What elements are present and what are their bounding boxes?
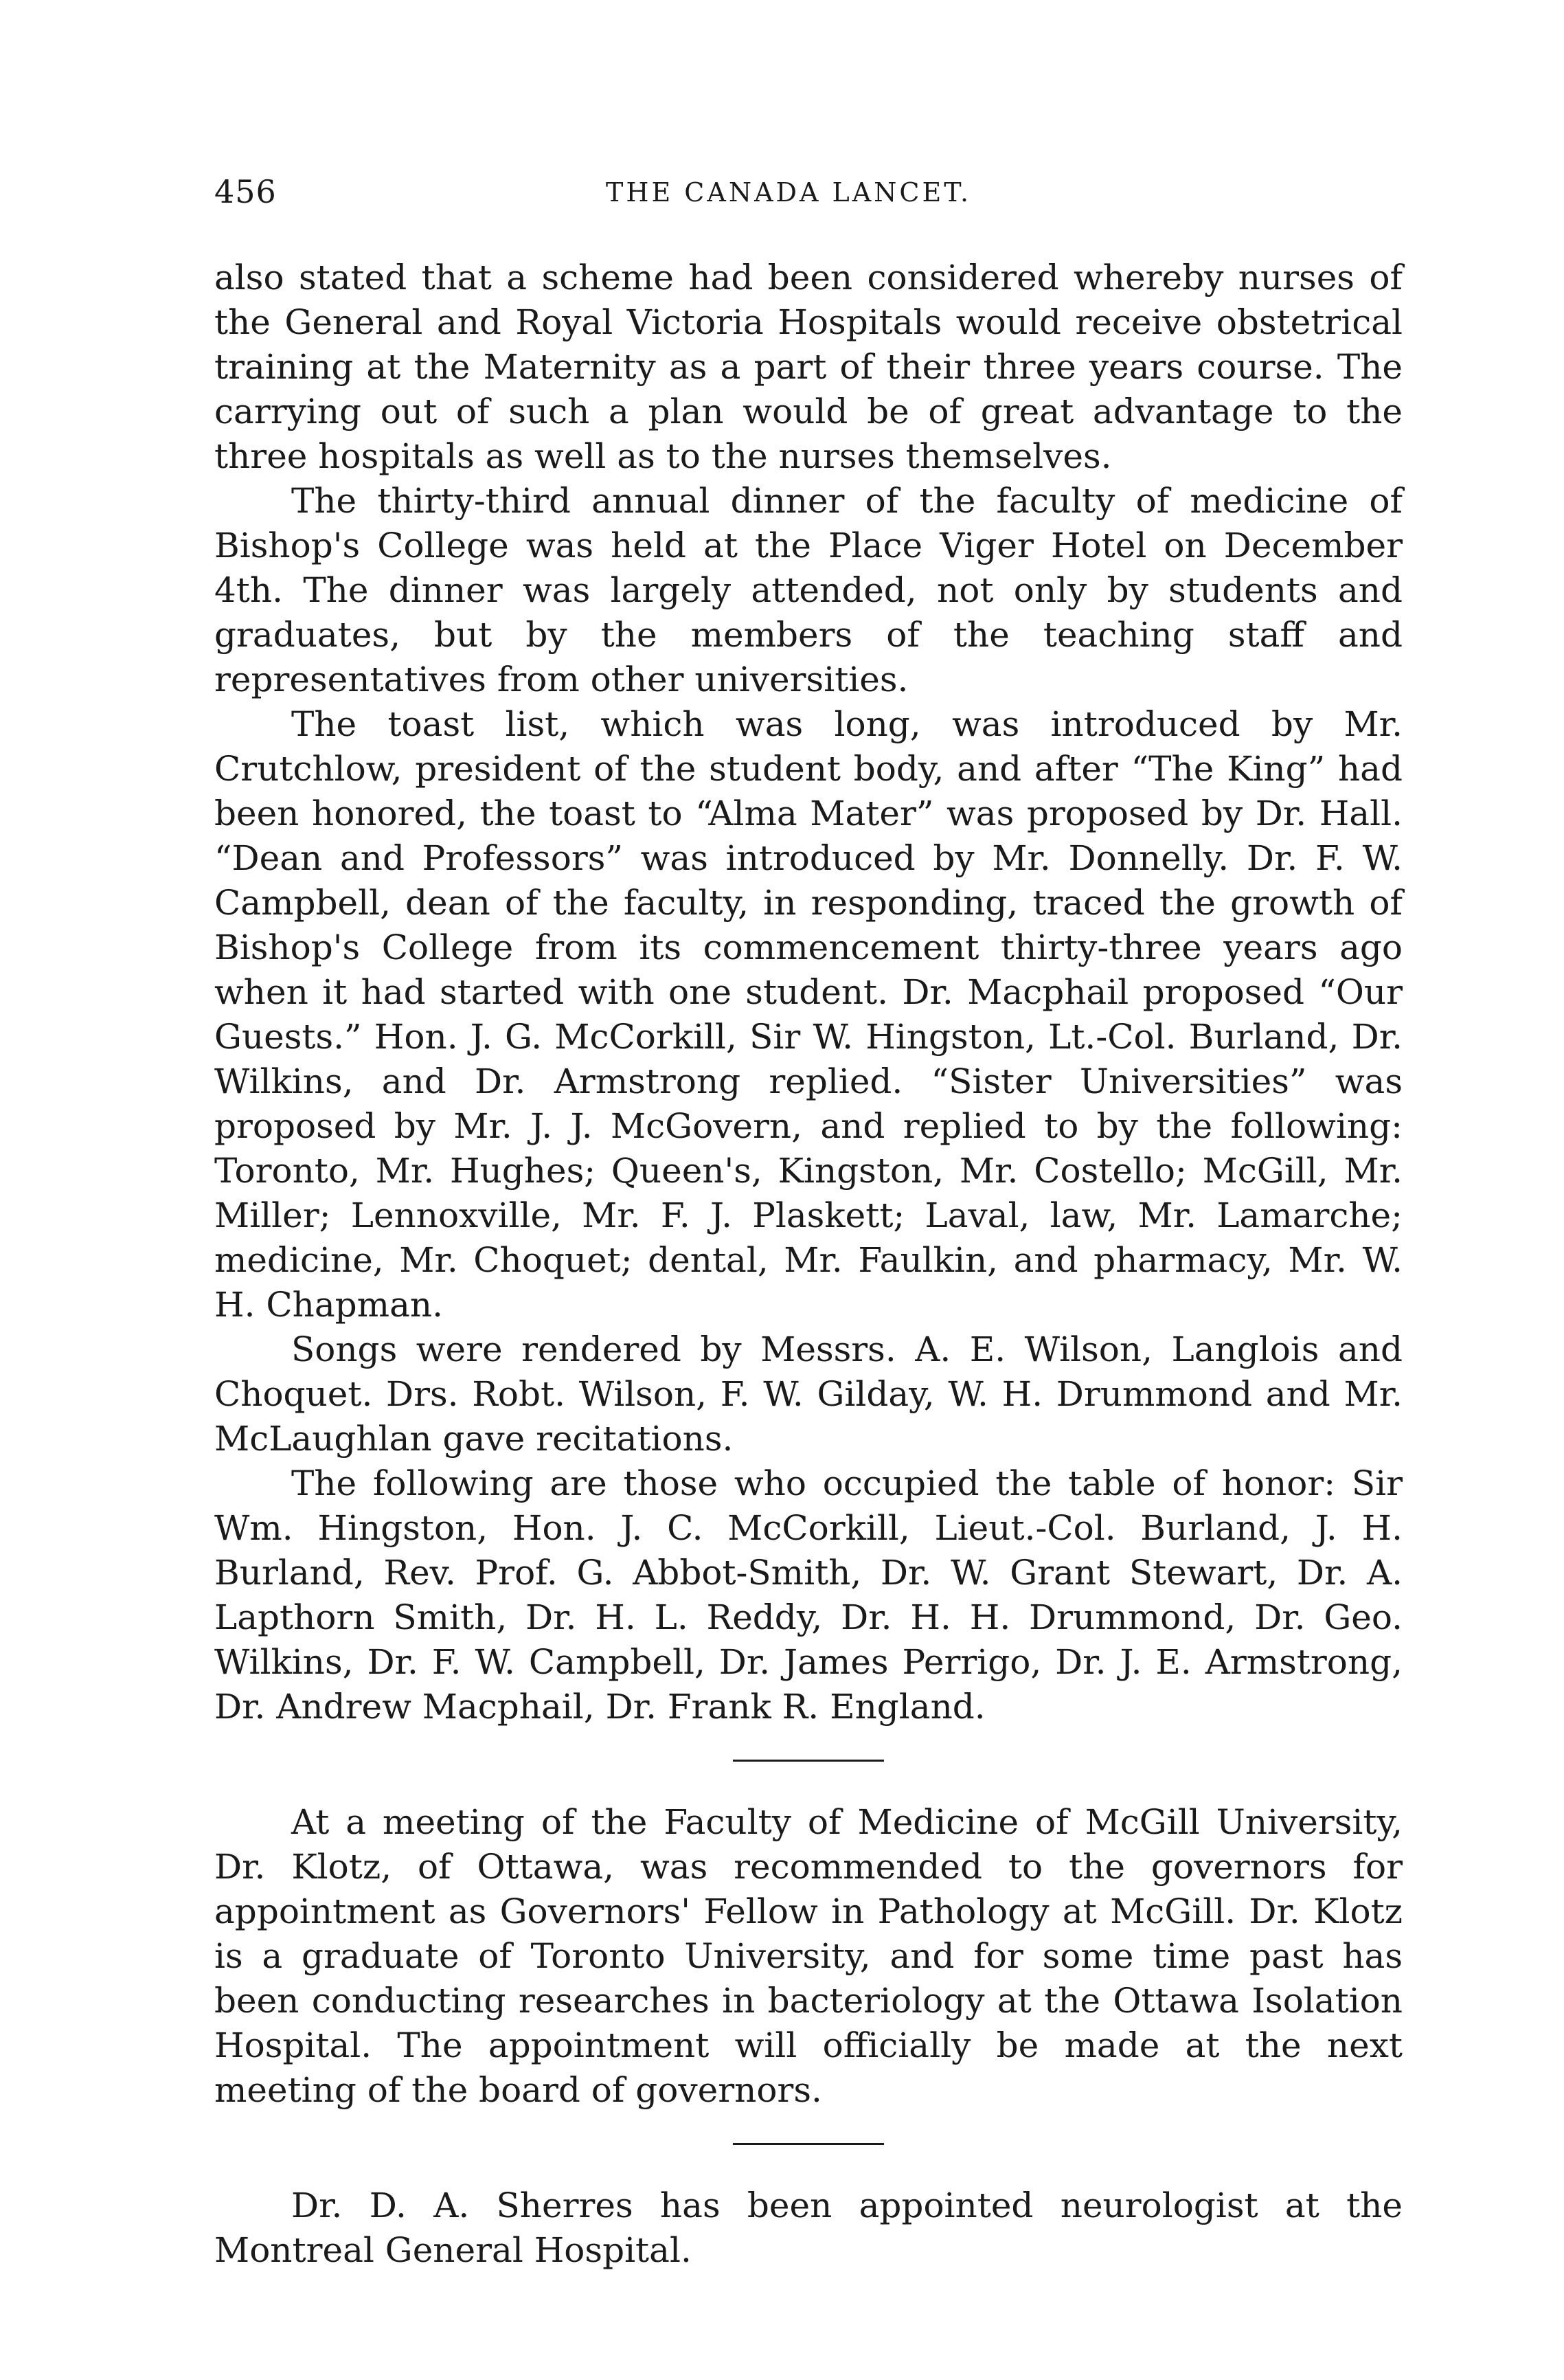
- running-title: THE CANADA LANCET.: [606, 177, 972, 207]
- paragraph-toast-list: The toast list, which was long, was introduced by Mr. Crutchlow, president of the student body, and after “The King” had been honored, the toast to “Alma Mater” was proposed by Dr. Hall. “Dean and Professors” was introduced by Mr. Donnelly. Dr. F. W. Campbell, dean of the faculty, in responding, traced the growth of Bishop's College from its commencement thirty-three years ago when it had started with one student. Dr. Macphail proposed “Our Guests.” Hon. J. G. McCorkill, Sir W. Hingston, Lt.-Col. Burland, Dr. Wilkins, and Dr. Armstrong replied. “Sister Universities” was proposed by Mr. J. J. McGovern, and replied to by the following: Toronto, Mr. Hughes; Queen's, Kingston, Mr. Costello; McGill, Mr. Miller; Lennoxville, Mr. F. J. Plaskett; Laval, law, Mr. Lamarche; medicine, Mr. Choquet; dental, Mr. Faulkin, and pharmacy, Mr. W. H. Chapman.: [214, 704, 1403, 1325]
- article-body: [214, 256, 1403, 2273]
- paragraph-songs-recitations: Songs were rendered by Messrs. A. E. Wilson, Langlois and Choquet. Drs. Robt. Wilson, F. W. Gilday, W. H. Drummond and Mr. McLaughlan gave recitations.: [214, 1329, 1403, 1459]
- paragraph-table-of-honor: The following are those who occupied the table of honor: Sir Wm. Hingston, Hon. J. C. McCorkill, Lieut.-Col. Burland, J. H. Burland, Rev. Prof. G. Abbot-Smith, Dr. W. Grant Stewart, Dr. A. Lapthorn Smith, Dr. H. L. Reddy, Dr. H. H. Drummond, Dr. Geo. Wilkins, Dr. F. W. Campbell, Dr. James Perrigo, Dr. J. E. Armstrong, Dr. Andrew Macphail, Dr. Frank R. England.: [214, 1463, 1403, 1727]
- paragraph-klotz-appointment: At a meeting of the Faculty of Medicine of McGill University, Dr. Klotz, of Ottawa, was recommended to the governors for appointment as Governors' Fellow in Pathology at McGill. Dr. Klotz is a graduate of Toronto University, and for some time past has been conducting researches in bacteriology at the Ottawa Isolation Hospital. The appointment will officially be made at the next meeting of the board of governors.: [214, 1802, 1403, 2110]
- paragraph-nurses-training: also stated that a scheme had been considered whereby nurses of the General and Royal Victoria Hospitals would receive obstetrical training at the Maternity as a part of their three years course. The carrying out of such a plan would be of great advantage to the three hospitals as well as to the nurses themselves.: [214, 258, 1403, 476]
- section-divider: [733, 2143, 884, 2145]
- page-number: 456: [214, 173, 277, 210]
- running-header: [214, 173, 1403, 221]
- section-divider: [733, 1760, 884, 1762]
- paragraph-sherres-appointment: Dr. D. A. Sherres has been appointed neurologist at the Montreal General Hospital.: [214, 2186, 1403, 2270]
- paragraph-bishops-dinner: The thirty-third annual dinner of the faculty of medicine of Bishop's College was held at the Place Viger Hotel on December 4th. The dinner was largely attended, not only by students and graduates, but by the members of the teaching staff and representatives from other universities.: [214, 481, 1403, 699]
